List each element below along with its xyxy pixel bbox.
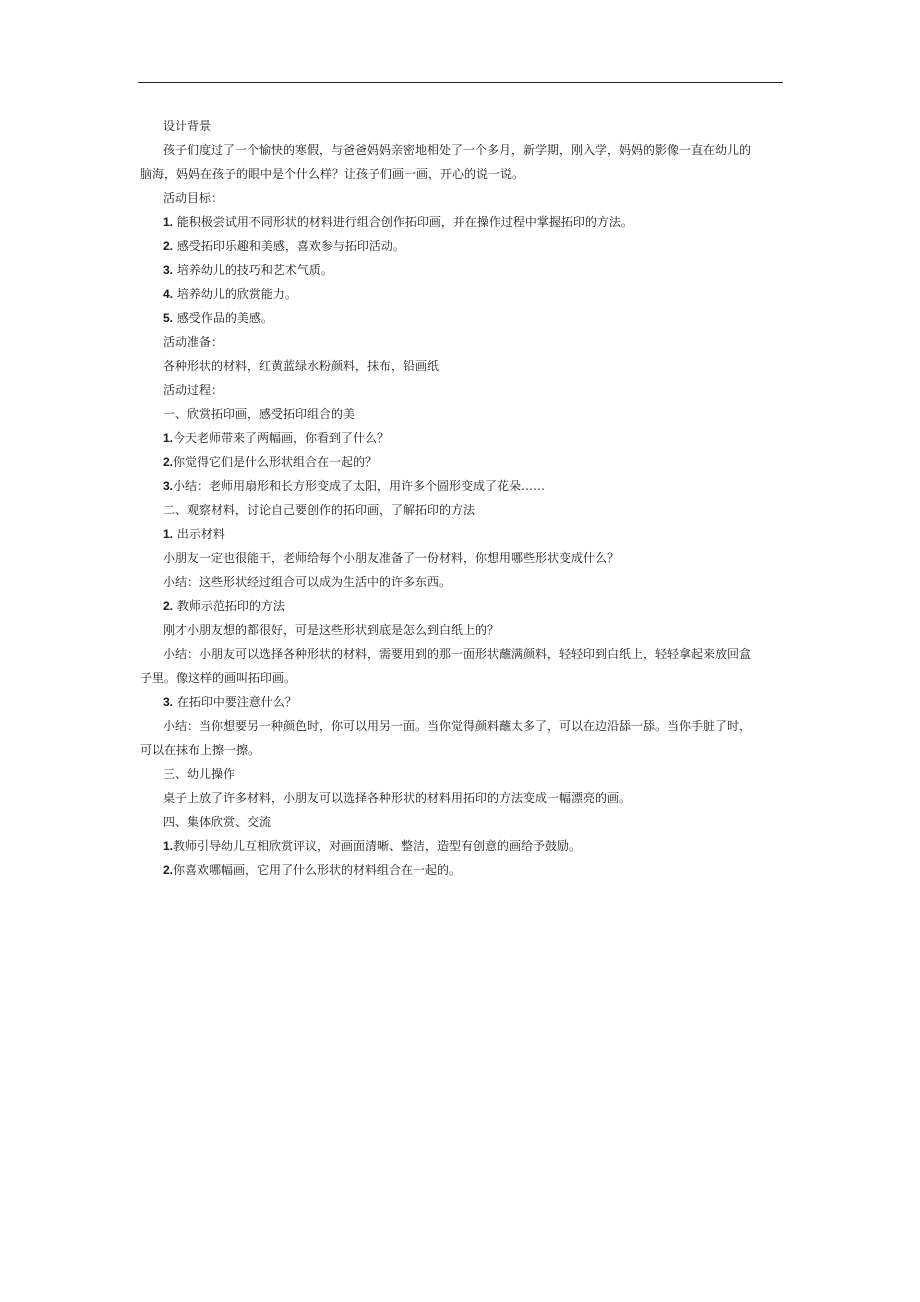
document-body [140, 114, 783, 882]
doc-line: 3.小结：老师用扇形和长方形变成了太阳，用许多个圆形变成了花朵…… [163, 479, 546, 493]
doc-line: 活动目标： [163, 191, 224, 205]
doc-line: 3. 培养幼儿的技巧和艺术气质。 [163, 263, 333, 277]
doc-paragraph: 小结：当你想要另一种颜色时，你可以用另一面。当你觉得颜料蘸太多了，可以在边沿舔一舔。当你手脏了时，可以在抹布上擦一擦。 [140, 719, 752, 757]
doc-line: 设计背景 [163, 119, 212, 133]
doc-line: 刚才小朋友想的都很好，可是这些形状到底是怎么到白纸上的？ [163, 623, 500, 637]
doc-line: 各种形状的材料，红黄蓝绿水粉颜料，抹布，铅画纸 [163, 359, 440, 373]
doc-line: 1. 能积极尝试用不同形状的材料进行组合创作拓印画，并在操作过程中掌握拓印的方法。 [163, 215, 633, 229]
doc-line: 一、欣赏拓印画，感受拓印组合的美 [163, 407, 356, 421]
doc-line: 2.你觉得它们是什么形状组合在一起的？ [163, 455, 378, 469]
doc-line: 2. 教师示范拓印的方法 [163, 599, 285, 613]
doc-line: 二、观察材料，讨论自己要创作的拓印画，了解拓印的方法 [163, 503, 476, 517]
doc-line: 1. 出示材料 [163, 527, 225, 541]
doc-line: 四、集体欣赏、交流 [163, 815, 272, 829]
doc-paragraph: 孩子们度过了一个愉快的寒假，与爸爸妈妈亲密地相处了一个多月，新学期，刚入学，妈妈的影像一直在幼儿的脑海，妈妈在孩子的眼中是个什么样？让孩子们画一画，开心的说一说。 [140, 143, 752, 181]
doc-line: 5. 感受作品的美感。 [163, 311, 273, 325]
doc-line: 2.你喜欢哪幅画，它用了什么形状的材料组合在一起的。 [163, 863, 462, 877]
doc-line: 活动过程： [163, 383, 224, 397]
doc-line: 小结：这些形状经过组合可以成为生活中的许多东西。 [163, 575, 452, 589]
doc-line: 活动准备： [163, 335, 224, 349]
doc-paragraph: 小结：小朋友可以选择各种形状的材料，需要用到的那一面形状蘸满颜料，轻轻印到白纸上，轻轻拿起来放回盒子里。像这样的画叫拓印画。 [140, 647, 752, 685]
doc-line: 小朋友一定也很能干，老师给每个小朋友准备了一份材料，你想用哪些形状变成什么？ [163, 551, 620, 565]
doc-line: 1.今天老师带来了两幅画，你看到了什么？ [163, 431, 390, 445]
doc-line: 4. 培养幼儿的欣赏能力。 [163, 287, 297, 301]
doc-line: 2. 感受拓印乐趣和美感，喜欢参与拓印活动。 [163, 239, 405, 253]
doc-line: 1.教师引导幼儿互相欣赏评议，对画面清晰、整洁，造型有创意的画给予鼓励。 [163, 839, 582, 853]
doc-line: 桌子上放了许多材料，小朋友可以选择各种形状的材料用拓印的方法变成一幅漂亮的画。 [163, 791, 632, 805]
doc-line: 三、幼儿操作 [163, 767, 236, 781]
header-rule [138, 82, 783, 83]
doc-line: 3. 在拓印中要注意什么？ [163, 695, 297, 709]
